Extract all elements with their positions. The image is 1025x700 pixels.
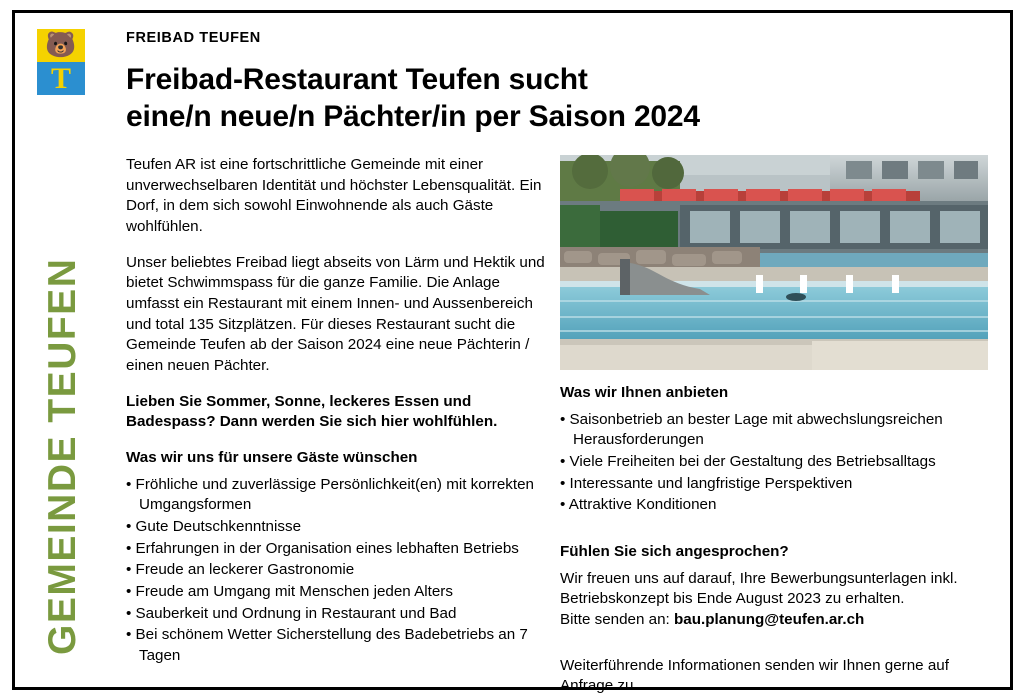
list-item: • Interessante und langfristige Perspektiven xyxy=(560,474,988,495)
list-item: • Saisonbetrieb an bester Lage mit abwechslungsreichen Herausforderungen xyxy=(560,410,988,451)
page-title xyxy=(126,62,988,135)
list-item: • Freude an leckerer Gastronomie xyxy=(126,560,546,581)
wishes-heading: Was wir uns für unsere Gäste wünschen xyxy=(126,449,418,467)
headline-line-1: Freibad-Restaurant Teufen sucht xyxy=(126,63,588,96)
bear-glyph: 🐻 xyxy=(45,31,77,59)
list-item: • Bei schönem Wetter Sicherstellung des Badebetriebs an 7 Tagen xyxy=(126,625,546,666)
offer-list xyxy=(560,410,988,516)
sidebar xyxy=(15,13,113,687)
second-paragraph: Unser beliebtes Freibad liegt abseits von Lärm und Hektik und bietet Schwimmspass für die ganze Familie. Die Anlage umfasst ein Restaurant mit einem Innen- und Aussenbereich und total 135 Sitzplätzen. Für dieses Restaurant sucht die Gemeinde Teufen ab der Saison 2024 eine neue Pächterin / einen neuen Pächter. xyxy=(126,253,545,375)
list-item: • Erfahrungen in der Organisation eines lebhaften Betriebs xyxy=(126,539,546,560)
offer-heading: Was wir Ihnen anbieten xyxy=(560,384,729,401)
headline-line-2: eine/n neue/n Pächter/in per Saison 2024 xyxy=(126,99,700,133)
header-block xyxy=(126,30,988,135)
contact-text-line: Wir freuen uns auf darauf, Ihre Bewerbungsunterlagen inkl. Betriebskonzept bis Ende August 2023 zu erhalten. xyxy=(560,569,958,608)
closing-text: Weiterführende Informationen senden wir Ihnen gerne auf Anfrage zu. xyxy=(560,656,949,695)
list-item: • Freude am Umgang mit Menschen jeden Alters xyxy=(126,582,546,603)
left-column xyxy=(126,155,546,681)
contact-email[interactable]: bau.planung@teufen.ar.ch xyxy=(674,611,865,629)
vertical-municipality-title: GEMEINDE TEUFEN xyxy=(41,257,84,655)
call-to-action-text: Lieben Sie Sommer, Sonne, leckeres Essen und Badespass? Dann werden Sie sich hier wohlfühlen. xyxy=(126,392,498,431)
contact-send-label: Bitte senden an: xyxy=(560,611,674,629)
list-item: • Sauberkeit und Ordnung in Restaurant und Bad xyxy=(126,604,546,625)
list-item: • Fröhliche und zuverlässige Persönlichkeit(en) mit korrekten Umgangsformen xyxy=(126,475,546,516)
logo-letter: T xyxy=(50,61,71,95)
kicker-label: FREIBAD TEUFEN xyxy=(126,30,261,46)
list-item: • Gute Deutschkenntnisse xyxy=(126,517,546,538)
wishes-list xyxy=(126,475,546,667)
contact-text xyxy=(560,569,988,631)
list-item: • Viele Freiheiten bei der Gestaltung des Betriebsalltags xyxy=(560,452,988,473)
intro-paragraph: Teufen AR ist eine fortschrittliche Gemeinde mit einer unverwechselbaren Identität und höchster Lebensqualität. Ein Dorf, in dem sich sowohl Einwohnende als auch Gäste wohlfühlen. xyxy=(126,156,542,236)
right-column xyxy=(560,155,988,700)
contact-heading: Fühlen Sie sich angesprochen? xyxy=(560,543,789,561)
list-item: • Attraktive Konditionen xyxy=(560,495,988,516)
